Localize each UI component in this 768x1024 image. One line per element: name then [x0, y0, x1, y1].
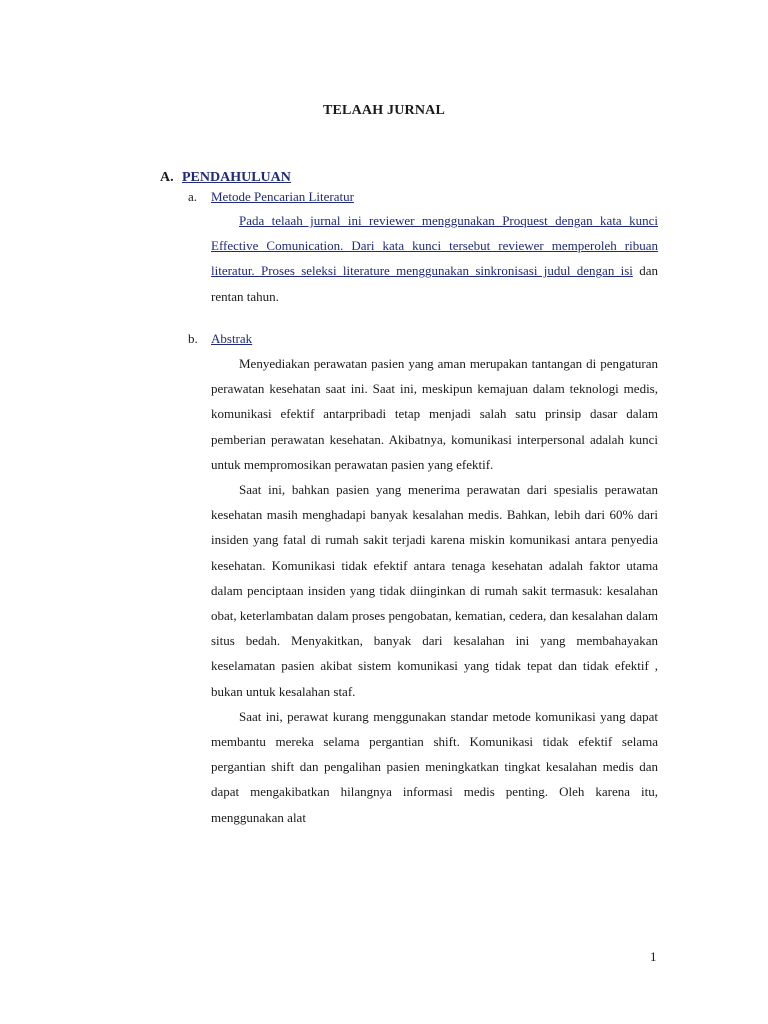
subsection-a-body: [211, 208, 658, 309]
section-title: PENDAHULUAN: [182, 170, 291, 185]
page-number: 1: [650, 949, 657, 964]
section-heading: [160, 170, 291, 186]
paragraph: [211, 208, 658, 309]
subsection-b-heading: [188, 331, 252, 347]
linked-text: Pada telaah jurnal ini reviewer menggunakan Proquest dengan kata kunci Effective Comunication. Dari kata kunci tersebut reviewer memperoleh ribuan literatur. Proses seleksi literature menggunakan sinkronisasi judul dengan isi: [211, 213, 658, 279]
subsection-b-marker: b.: [188, 331, 198, 346]
subsection-a-marker: a.: [188, 189, 198, 204]
paragraph: Menyediakan perawatan pasien yang aman merupakan tantangan di pengaturan perawatan kesehatan saat ini. Saat ini, meskipun kemajuan dalam teknologi medis, komunikasi efektif antarpribadi tetap menjadi salah satu prinsip dasar dalam pemberian perawatan kesehatan. Akibatnya, komunikasi interpersonal adalah kunci untuk mempromosikan perawatan pasien yang efektif.: [211, 356, 658, 472]
subsection-a-heading: [188, 189, 354, 205]
section-marker: A.: [160, 170, 174, 185]
subsection-b-body: [211, 351, 658, 830]
paragraph: Saat ini, bahkan pasien yang menerima perawatan dari spesialis perawatan kesehatan masih menghadapi banyak kesalahan medis. Bahkan, lebih dari 60% dari insiden yang fatal di rumah sakit terjadi karena miskin komunikasi antara penyedia kesehatan. Komunikasi tidak efektif antara tenaga kesehatan adalah faktor utama dalam penciptaan insiden yang tidak diinginkan di rumah sakit termasuk: kesalahan obat, keterlambatan dalam proses pengobatan, kematian, cedera, dan kesalahan dalam situs bedah. Menyakitkan, banyak dari kesalahan ini yang membahayakan keselamatan pasien akibat sistem komunikasi yang tidak tepat dan tidak efektif , bukan untuk kesalahan staf.: [211, 482, 658, 699]
subsection-a-title: Metode Pencarian Literatur: [211, 189, 354, 204]
subsection-b-title: Abstrak: [211, 331, 253, 346]
plain-text: dan rentan tahun.: [211, 263, 658, 304]
document-title: TELAAH JURNAL: [322, 103, 445, 118]
paragraph: Saat ini, perawat kurang menggunakan standar metode komunikasi yang dapat membantu mereka selama pergantian shift. Komunikasi tidak efektif selama pergantian shift dan pengalihan pasien meningkatkan tingkat kesalahan medis dan dapat mengakibatkan hilangnya informasi medis penting. Oleh karena itu, menggunakan alat: [211, 708, 658, 825]
